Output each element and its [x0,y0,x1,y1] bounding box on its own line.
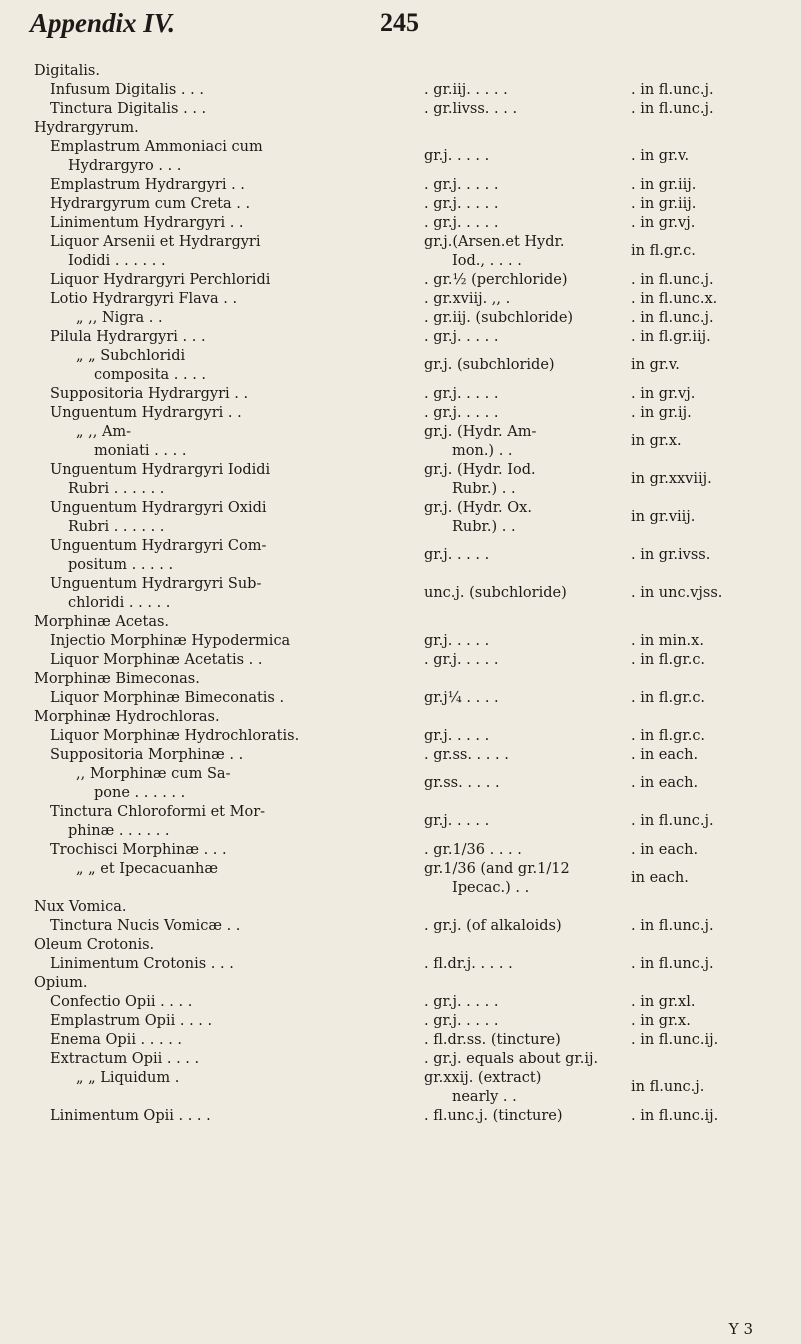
proportion: . in gr.vj. [631,215,696,231]
table-row [34,1012,789,1031]
proportion: . in fl.unc.x. [631,291,718,307]
preparation-name [76,423,186,461]
running-title: Appendix IV. [30,8,176,38]
preparation-name: Linimentum Opii . . . . [50,1108,211,1124]
proportion: . in gr.xl. [631,994,696,1010]
proportion: . in fl.unc.ij. [631,1108,719,1124]
preparation-name-line1: Unguentum Hydrargyri Iodidi [50,462,271,478]
table-row [34,271,789,290]
quantity: . gr.j. . . . . [424,215,499,231]
preparation-name-line2: pone . . . . . . [94,785,186,801]
proportion: . in fl.unc.j. [631,272,714,288]
section-title: Hydrargyrum. [34,120,139,136]
proportion: . in gr.v. [631,148,690,164]
table-row [34,860,789,898]
proportion: . in fl.gr.iij. [631,329,711,345]
quantity: . gr.j. (of alkaloids) [424,918,562,934]
table-row [34,385,789,404]
quantity: . gr.j. . . . . [424,1013,499,1029]
quantity: . gr.ss. . . . . [424,747,509,763]
preparation-name: Injectio Morphinæ Hypodermica [50,633,291,649]
dosage-table [34,62,789,1126]
proportion: . in fl.gr.c. [631,652,706,668]
preparation-name: Infusum Digitalis . . . [50,82,204,98]
quantity: . gr.j. . . . . [424,405,499,421]
quantity-line1: gr.j. (Hydr. Ox. [424,500,532,516]
preparation-name [76,347,206,385]
table-row [34,575,789,613]
preparation-name [50,461,270,499]
proportion: . in fl.unc.j. [631,956,714,972]
quantity: . fl.dr.j. . . . . [424,956,513,972]
preparation-name-line2: positum . . . . . [68,557,174,573]
section-heading [34,613,789,632]
quantity: gr.j. . . . . [424,633,490,649]
table-row [34,1031,789,1050]
quantity: . gr.iij. . . . . [424,82,508,98]
preparation-name-line2: chloridi . . . . . [68,595,171,611]
proportion: in gr.v. [631,357,680,373]
preparation-name-line2: Iodidi . . . . . . [68,253,166,269]
section-heading [34,708,789,727]
preparation-name [76,1069,179,1088]
preparation-name-line2: phinæ . . . . . . [68,823,170,839]
table-row [34,993,789,1012]
section-heading [34,670,789,689]
preparation-name: Linimentum Crotonis . . . [50,956,234,972]
table-row [34,746,789,765]
section-title: Morphinæ Bimeconas. [34,671,200,687]
preparation-name-line1: Liquor Arsenii et Hydrargyri [50,234,261,250]
section-title: Nux Vomica. [34,899,127,915]
proportion: . in fl.gr.c. [631,690,706,706]
proportion: . in each. [631,747,699,763]
quantity: . fl.unc.j. (tincture) [424,1108,563,1124]
proportion: . in fl.unc.j. [631,101,714,117]
preparation-name: Enema Opii . . . . . [50,1032,183,1048]
table-row [34,841,789,860]
quantity [424,499,532,537]
preparation-name [50,499,267,537]
page-header [30,8,771,44]
table-row [34,1050,789,1069]
proportion: . in unc.vjss. [631,585,723,601]
quantity [424,860,570,898]
table-row [34,651,789,670]
section-heading [34,898,789,917]
table-row [34,955,789,974]
quantity: . fl.dr.ss. (tincture) [424,1032,561,1048]
quantity-line2: mon.) . . [452,443,513,459]
preparation-name-line2: moniati . . . . [94,443,187,459]
quantity: . gr.1/36 . . . . [424,842,522,858]
preparation-name: Liquor Morphinæ Hydrochloratis. [50,728,300,744]
quantity [424,1069,541,1107]
table-row [34,214,789,233]
quantity: . gr.j. . . . . [424,177,499,193]
table-row [34,689,789,708]
preparation-name: Trochisci Morphinæ . . . [50,842,227,858]
quantity-line2: nearly . . [452,1089,517,1105]
section-heading [34,974,789,993]
preparation-name-line1: ,, Morphinæ cum Sa- [76,766,231,782]
table-row [34,404,789,423]
quantity [424,233,564,271]
proportion: . in gr.vj. [631,386,696,402]
proportion: . in each. [631,775,699,791]
table-row [34,537,789,575]
preparation-name-line1: Unguentum Hydrargyri Sub- [50,576,262,592]
table-row [34,765,789,803]
table-row [34,81,789,100]
section-title: Opium. [34,975,88,991]
section-title: Morphinæ Hydrochloras. [34,709,220,725]
table-row [34,233,789,271]
preparation-name: Tinctura Nucis Vomicæ . . [50,918,241,934]
preparation-name: Liquor Morphinæ Bimeconatis . [50,690,285,706]
proportion: in each. [631,870,689,886]
preparation-name: Pilula Hydrargyri . . . [50,329,206,345]
quantity: gr.j. (subchloride) [424,357,555,373]
proportion: . in gr.iij. [631,177,697,193]
preparation-name: Extractum Opii . . . . [50,1051,200,1067]
section-heading [34,119,789,138]
table-row [34,309,789,328]
proportion: . in fl.unc.j. [631,310,714,326]
quantity: . gr.j. equals about gr.ij. [424,1051,599,1067]
table-row [34,176,789,195]
quantity-line1: gr.1/36 (and gr.1/12 [424,861,570,877]
quantity: gr.j. . . . . [424,813,490,829]
table-row [34,290,789,309]
proportion: . in gr.ivss. [631,547,711,563]
preparation-name-line2: Rubri . . . . . . [68,481,165,497]
quantity-line2: Rubr.) . . [452,519,516,535]
table-row [34,917,789,936]
proportion: . in gr.x. [631,1013,691,1029]
quantity: . gr.j. . . . . [424,994,499,1010]
section-heading [34,936,789,955]
quantity: . gr.j. . . . . [424,196,499,212]
quantity: gr.j. . . . . [424,547,490,563]
preparation-name: Suppositoria Hydrargyri . . [50,386,249,402]
preparation-name [76,860,218,879]
preparation-name [50,138,263,176]
quantity: . gr.xviij. ,, . [424,291,511,307]
quantity: unc.j. (subchloride) [424,585,567,601]
section-heading [34,62,789,81]
preparation-name-line1: Unguentum Hydrargyri Com- [50,538,267,554]
preparation-name: Liquor Hydrargyri Perchloridi [50,272,271,288]
quantity-line2: Iod., . . . . [452,253,522,269]
preparation-name-line1: „ „ et Ipecacuanhæ [76,861,219,877]
preparation-name-line1: „ „ Subchloridi [76,348,186,364]
quantity: . gr.j. . . . . [424,329,499,345]
table-row [34,1107,789,1126]
quantity-line2: Rubr.) . . [452,481,516,497]
preparation-name: Confectio Opii . . . . [50,994,193,1010]
quantity: gr.ss. . . . . [424,775,500,791]
quantity-line2: Ipecac.) . . [452,880,530,896]
preparation-name: Hydrargyrum cum Creta . . [50,196,251,212]
quantity: . gr.j. . . . . [424,652,499,668]
table-row [34,632,789,651]
signature-mark: Y 3 [728,1320,753,1338]
proportion: . in fl.unc.ij. [631,1032,719,1048]
proportion: . in fl.unc.j. [631,813,714,829]
preparation-name [76,765,230,803]
proportion: . in fl.unc.j. [631,82,714,98]
preparation-name-line1: „ „ Liquidum . [76,1070,180,1086]
preparation-name: Suppositoria Morphinæ . . [50,747,244,763]
quantity-line1: gr.j. (Hydr. Am- [424,424,537,440]
table-row [34,423,789,461]
quantity: gr.j. . . . . [424,728,490,744]
preparation-name-line2: composita . . . . [94,367,207,383]
table-row [34,803,789,841]
section-title: Digitalis. [34,63,100,79]
table-row [34,499,789,537]
table-row [34,100,789,119]
table-row [34,347,789,385]
quantity [424,423,536,461]
preparation-name-line1: Emplastrum Ammoniaci cum [50,139,263,155]
preparation-name [50,575,261,613]
quantity [424,461,536,499]
quantity-line1: gr.j.(Arsen.et Hydr. [424,234,565,250]
proportion: . in min.x. [631,633,704,649]
quantity: . gr.livss. . . . [424,101,518,117]
preparation-name: Lotio Hydrargyri Flava . . [50,291,238,307]
proportion: in fl.unc.j. [631,1079,705,1095]
preparation-name-line1: Unguentum Hydrargyri Oxidi [50,500,267,516]
proportion: in gr.x. [631,433,682,449]
table-row [34,138,789,176]
preparation-name: Tinctura Digitalis . . . [50,101,207,117]
proportion: in gr.viij. [631,509,696,525]
preparation-name [50,233,261,271]
preparation-name: Emplastrum Hydrargyri . . [50,177,245,193]
proportion: . in gr.ij. [631,405,692,421]
preparation-name-line2: Hydrargyro . . . [68,158,182,174]
proportion: . in each. [631,842,699,858]
quantity: gr.j¼ . . . . [424,690,499,706]
proportion: in fl.gr.c. [631,243,696,259]
section-title: Morphinæ Acetas. [34,614,170,630]
quantity: . gr.j. . . . . [424,386,499,402]
preparation-name [50,537,266,575]
preparation-name: Emplastrum Opii . . . . [50,1013,213,1029]
quantity: . gr.½ (perchloride) [424,272,568,288]
section-title: Oleum Crotonis. [34,937,155,953]
quantity: . gr.iij. (subchloride) [424,310,574,326]
quantity-line1: gr.xxij. (extract) [424,1070,542,1086]
preparation-name: Linimentum Hydrargyri . . [50,215,244,231]
page-number: 245 [380,8,419,37]
proportion: in gr.xxviij. [631,471,712,487]
preparation-name-line2: Rubri . . . . . . [68,519,165,535]
preparation-name [50,803,265,841]
preparation-name-line1: Tinctura Chloroformi et Mor- [50,804,266,820]
proportion: . in fl.unc.j. [631,918,714,934]
table-row [34,328,789,347]
preparation-name-line1: „ ,, Am- [76,424,132,440]
quantity: gr.j. . . . . [424,148,490,164]
preparation-name: Liquor Morphinæ Acetatis . . [50,652,263,668]
table-row [34,1069,789,1107]
proportion: . in gr.iij. [631,196,697,212]
table-row [34,195,789,214]
preparation-name: „ ,, Nigra . . [76,310,163,326]
quantity-line1: gr.j. (Hydr. Iod. [424,462,536,478]
preparation-name: Unguentum Hydrargyri . . [50,405,242,421]
table-row [34,727,789,746]
table-row [34,461,789,499]
proportion: . in fl.gr.c. [631,728,706,744]
